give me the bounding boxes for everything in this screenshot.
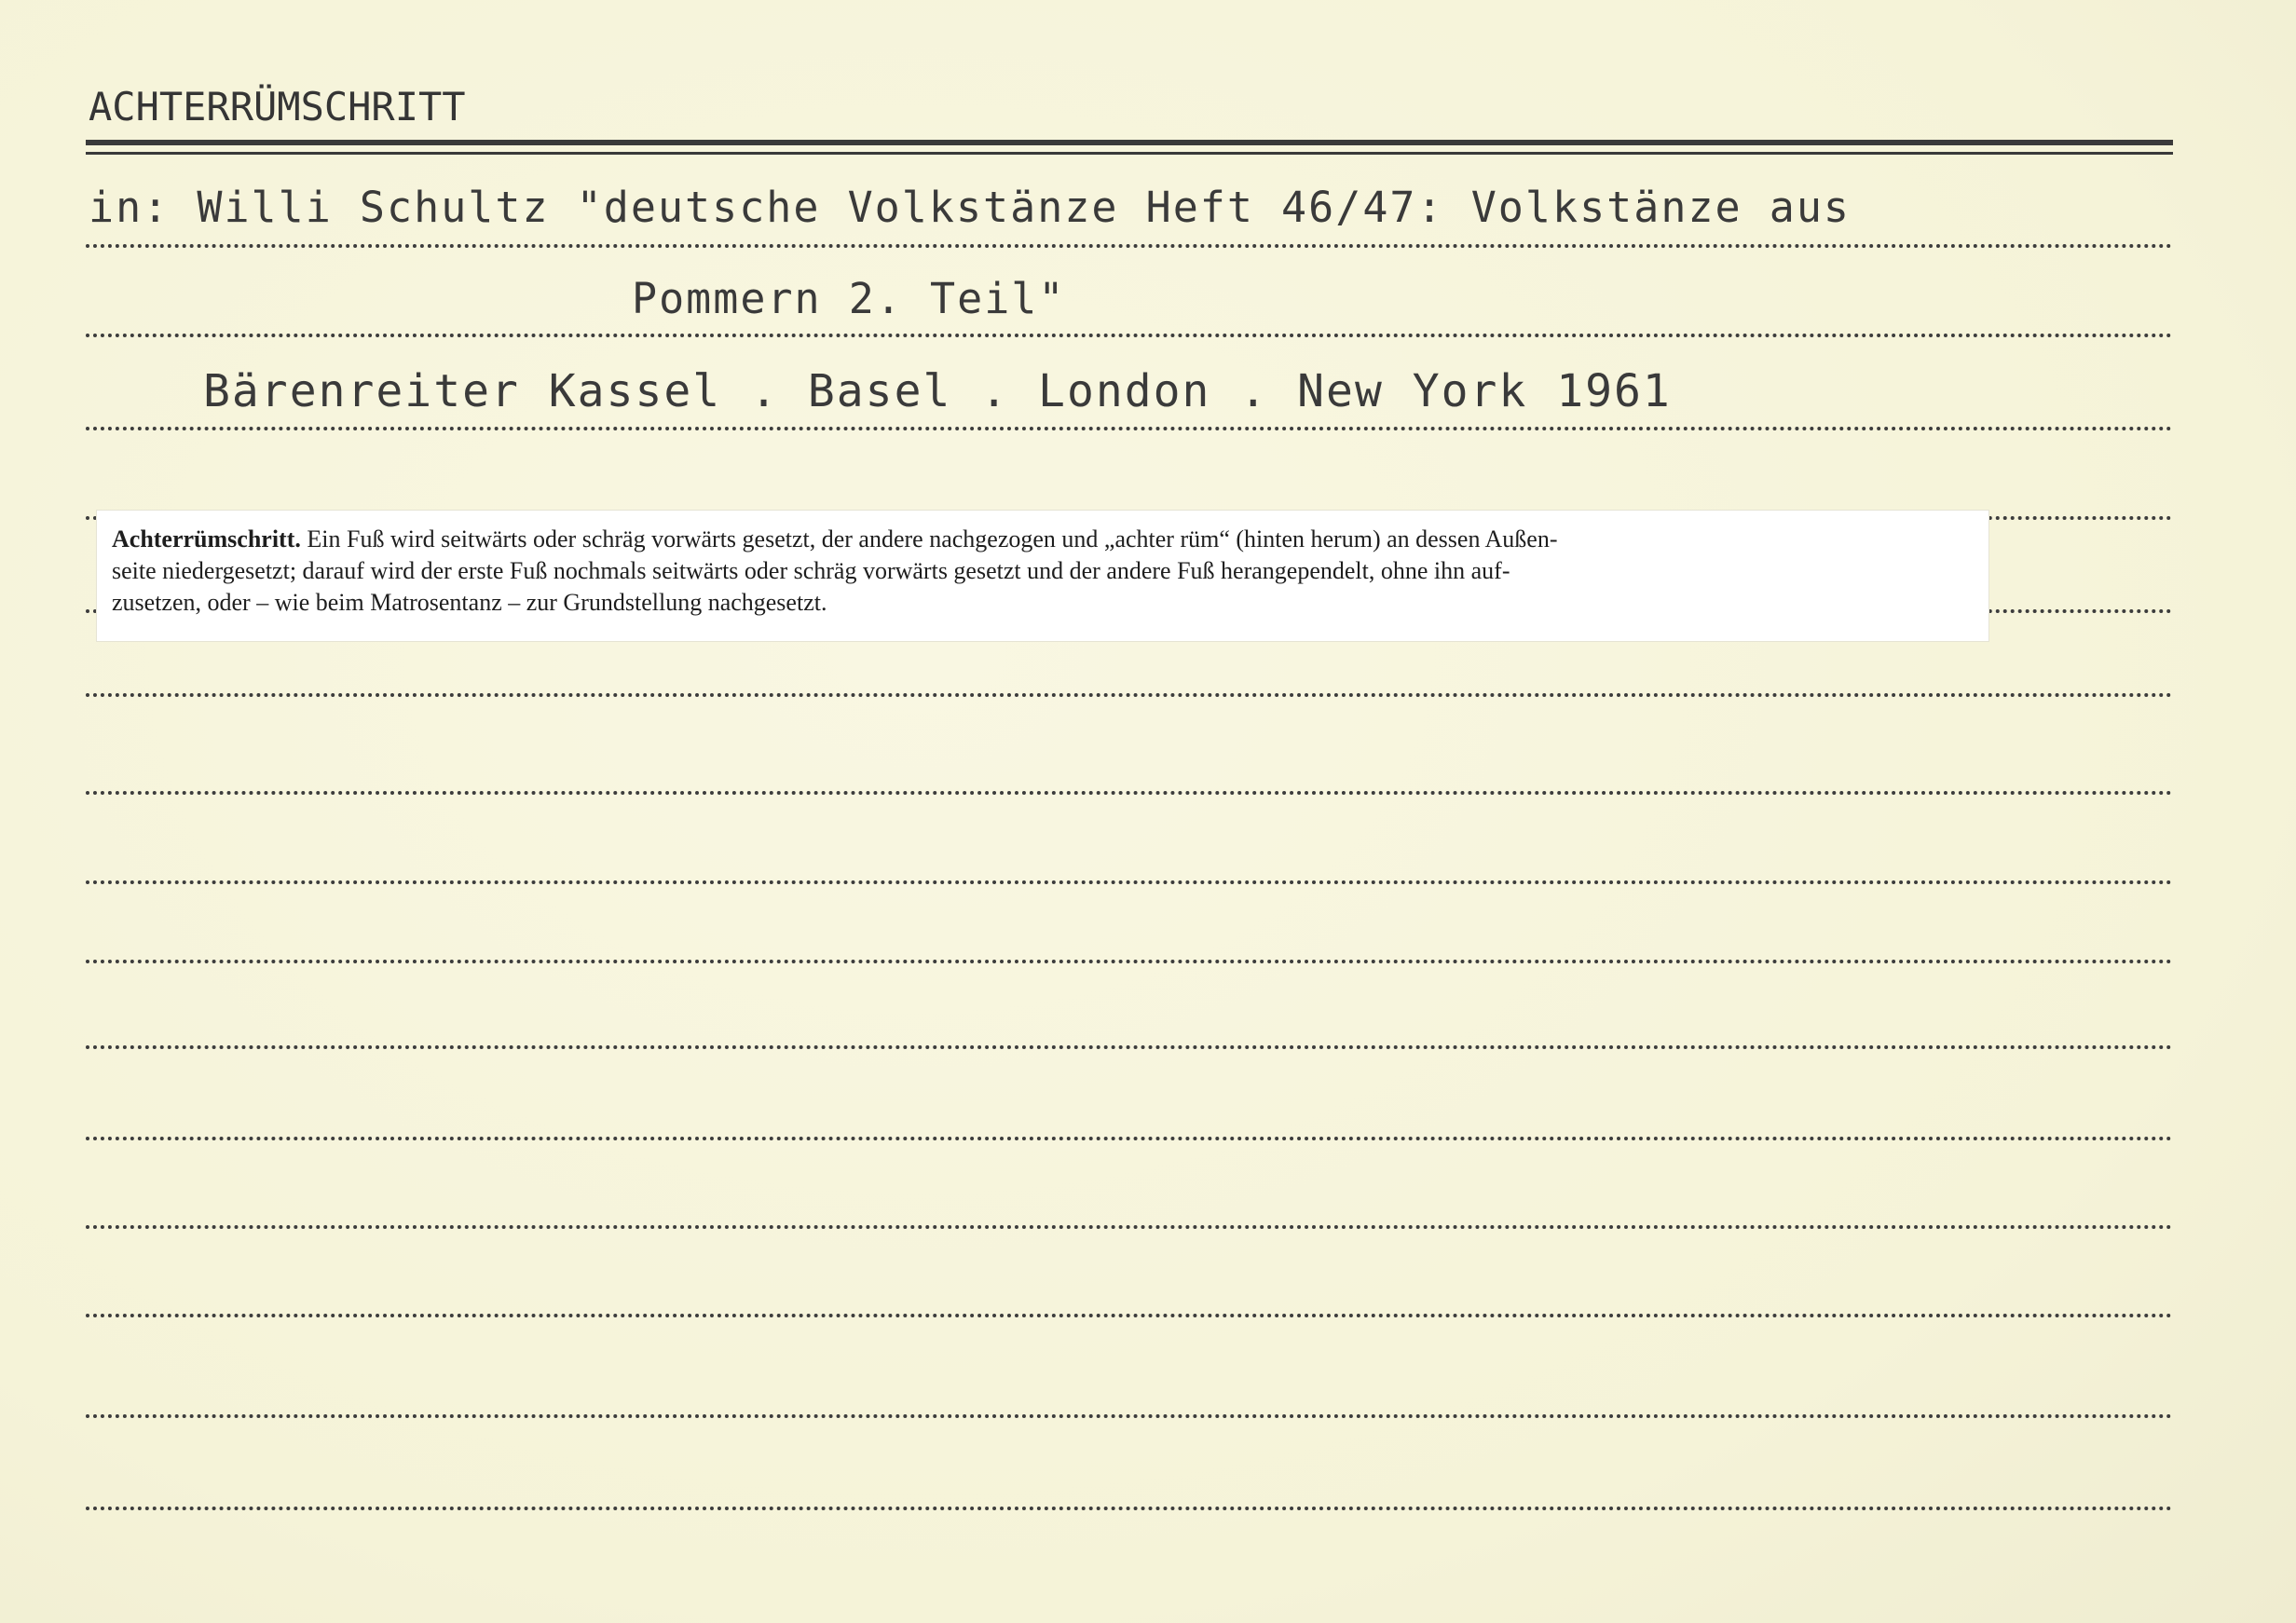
dotted-rule [86,1045,2173,1049]
dotted-rule [86,1507,2173,1510]
dotted-rule [86,244,2173,248]
clipping-line-3: zusetzen, oder – wie beim Matrosentanz – zur Grundstellung nachgesetzt. [112,589,827,616]
dotted-rule [86,791,2173,795]
dotted-rule [86,1225,2173,1229]
card-title: ACHTERRÜMSCHRITT [89,84,466,130]
source-line-1: in: Willi Schultz "deutsche Volkstänze Heft 46/47: Volkstänze aus [89,183,1851,232]
dotted-rule [86,1414,2173,1418]
publisher-line: Bärenreiter Kassel . Basel . London . New York 1961 [203,365,1672,417]
clipping-line-1 [112,524,1974,555]
clipping-line-2: seite niedergesetzt; darauf wird der erste Fuß nochmals seitwärts oder schräg vorwärts gesetzt und der andere Fuß herangependelt, ohne ihn auf- [112,557,1510,584]
title-underline-secondary [86,152,2173,155]
dotted-rule [86,334,2173,337]
dotted-rule [86,427,2173,430]
dotted-rule [86,1137,2173,1140]
title-underline [86,140,2173,145]
dotted-rule [86,960,2173,963]
dotted-rule [86,880,2173,884]
clipping-term: Achterrümschritt. [112,525,301,552]
dotted-rule [86,1314,2173,1317]
pasted-definition-clipping [97,511,1988,641]
dotted-rule [86,693,2173,697]
source-line-2: Pommern 2. Teil" [632,274,1066,323]
clipping-text-1: Ein Fuß wird seitwärts oder schräg vorwärts gesetzt, der andere nachgezogen und „achter rüm“ (hinten herum) an dessen Außen- [300,525,1558,552]
